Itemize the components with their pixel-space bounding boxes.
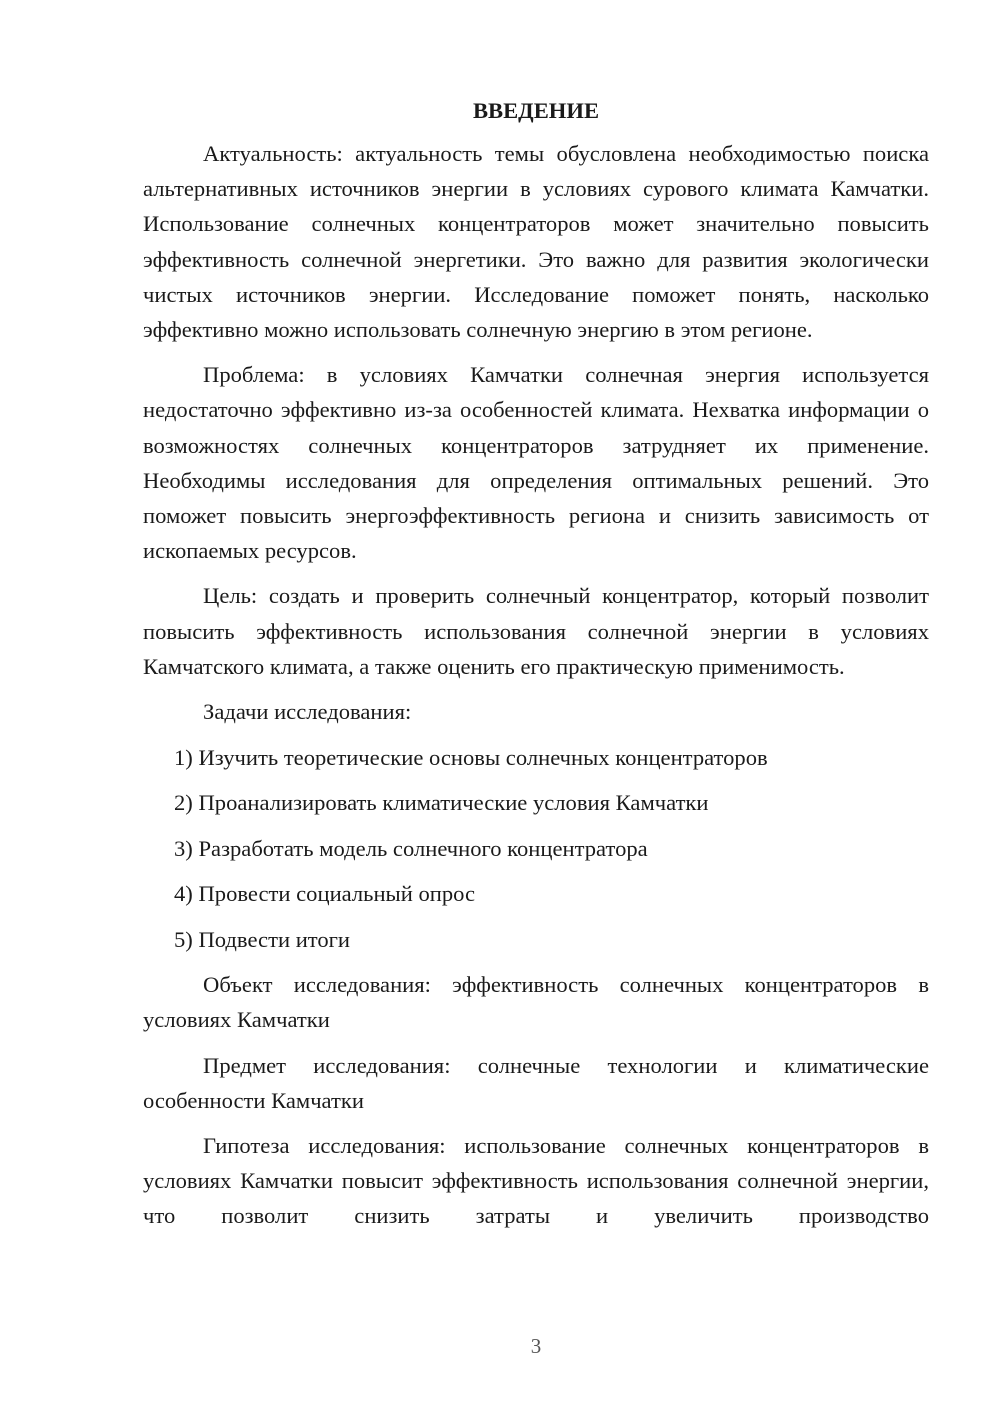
task-item-3: 3) Разработать модель солнечного концентратора	[174, 835, 648, 861]
task-item-1: 1) Изучить теоретические основы солнечных концентраторов	[174, 744, 768, 770]
problem-paragraph: Проблема: в условиях Камчатки солнечная энергия используется недостаточно эффективно из-за особенностей климата. Нехватка информации о возможностях солнечных концентраторов затрудняет их применение. Необходимы исследования для определения оптимальных решений. Это поможет повысить энергоэффективность региона и снизить зависимость от ископаемых ресурсов.	[143, 362, 929, 564]
document-body	[143, 93, 929, 1234]
section-heading: ВВЕДЕНИЕ	[472, 98, 600, 123]
task-item-4: 4) Провести социальный опрос	[174, 881, 476, 907]
goal-paragraph: Цель: создать и проверить солнечный концентратор, который позволит повысить эффективность использования солнечной энергии в условиях Камчатского климата, а также оценить его практическую применимость.	[143, 583, 929, 679]
page-number: 3	[530, 1334, 542, 1358]
tasks-title: Задачи исследования:	[203, 699, 412, 725]
hypothesis-paragraph: Гипотеза исследования: использование солнечных концентраторов в условиях Камчатки повысит эффективность использования солнечной энергии, что позволит снизить затраты и увеличить производство	[143, 1133, 929, 1229]
subject-paragraph: Предмет исследования: солнечные технологии и климатические особенности Камчатки	[143, 1052, 929, 1113]
object-paragraph: Объект исследования: эффективность солнечных концентраторов в условиях Камчатки	[143, 972, 929, 1033]
task-item-2: 2) Проанализировать климатические условия Камчатки	[174, 790, 709, 816]
task-item-5: 5) Подвести итоги	[174, 927, 351, 953]
relevance-paragraph: Актуальность: актуальность темы обусловлена необходимостью поиска альтернативных источников энергии в условиях сурового климата Камчатки. Использование солнечных концентраторов может значительно повысить эффективность солнечной энергетики. Это важно для развития экологически чистых источников энергии. Исследование поможет понять, насколько эффективно можно использовать солнечную энергию в этом регионе.	[143, 141, 929, 343]
